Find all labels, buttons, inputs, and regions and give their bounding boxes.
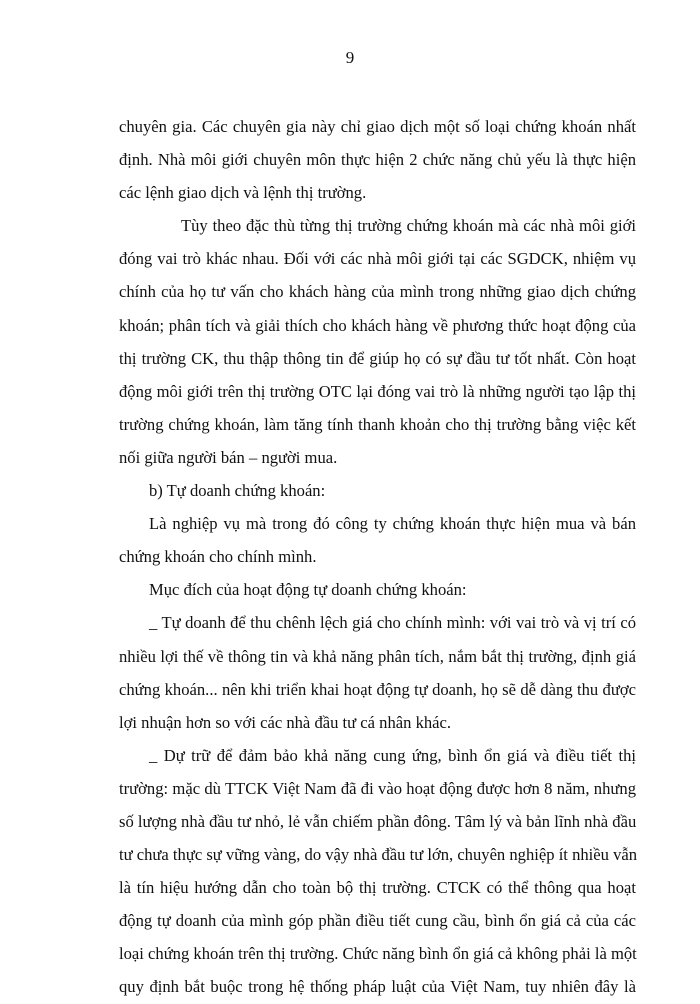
text-line: chuyên gia. Các chuyên gia này chỉ giao dịch một số loại chứng khoán nhất [119,117,636,136]
section-heading: b) Tự doanh chứng khoán: [149,481,326,501]
text-line: nối giữa người bán – người mua. [119,447,338,467]
text-line: loại chứng khoán trên thị trường. Chức năng bình ổn giá cả không phải là một [119,944,637,964]
text-line: động môi giới trên thị trường OTC lại đóng vai trò là những người tạo lập thị [119,381,636,401]
page-number: 9 [345,48,355,67]
text-line: Mục đích của hoạt động tự doanh chứng khoán: [149,580,467,600]
text-line: trường chứng khoán, làm tăng tính thanh khoản cho thị trường bằng việc kết [119,414,636,434]
text-line: Tùy theo đặc thù từng thị trường chứng khoán mà các nhà môi giới [181,216,636,236]
text-line: _ Dự trữ để đảm bảo khả năng cung ứng, bình ổn giá và điều tiết thị [149,745,636,765]
text-line: thị trường CK, thu thập thông tin để giúp họ có sự đầu tư tốt nhất. Còn hoạt [119,348,636,368]
text-line: động tự doanh của mình góp phần điều tiết cung cầu, bình ổn giá cả của các [119,911,636,931]
text-line: Là nghiệp vụ mà trong đó công ty chứng khoán thực hiện mua và bán [149,514,636,534]
text-line: trường: mặc dù TTCK Việt Nam đã đi vào hoạt động được hơn 8 năm, nhưng [119,778,636,798]
text-line: chính của họ tư vấn cho khách hàng của mình trong những giao dịch chứng [119,282,636,302]
text-line: quy định bắt buộc trong hệ thống pháp luật của Việt Nam, tuy nhiên đây là [119,977,636,997]
text-line: lợi nhuận hơn so với các nhà đầu tư cá nhân khác. [119,712,452,732]
text-line: chứng khoán cho chính mình. [119,547,317,567]
text-line: nhiều lợi thế về thông tin và khả năng phân tích, nắm bắt thị trường, định giá [119,646,636,666]
text-line: khoán; phân tích và giải thích cho khách hàng về phương thức hoạt động của [119,315,636,335]
document-body [119,110,636,1004]
text-line: đóng vai trò khác nhau. Đối với các nhà môi giới tại các SGDCK, nhiệm vụ [119,249,636,269]
text-line: _ Tự doanh để thu chênh lệch giá cho chính mình: với vai trò và vị trí có [149,613,636,633]
text-line: các lệnh giao dịch và lệnh thị trường. [119,183,367,203]
text-line: định. Nhà môi giới chuyên môn thực hiện 2 chức năng chủ yếu là thực hiện [119,150,636,170]
text-line: chứng khoán... nên khi triển khai hoạt động tự doanh, họ sẽ dễ dàng thu được [119,679,636,699]
text-line: số lượng nhà đầu tư nhỏ, lẻ vẫn chiếm phần đông. Tâm lý và bản lĩnh nhà đầu [119,811,637,831]
text-line: tư chưa thực sự vững vàng, do vậy nhà đầu tư lớn, chuyên nghiệp ít nhiều vẫn [119,845,638,865]
text-line: là tín hiệu hướng dẫn cho toàn bộ thị trường. CTCK có thể thông qua hoạt [119,878,636,898]
